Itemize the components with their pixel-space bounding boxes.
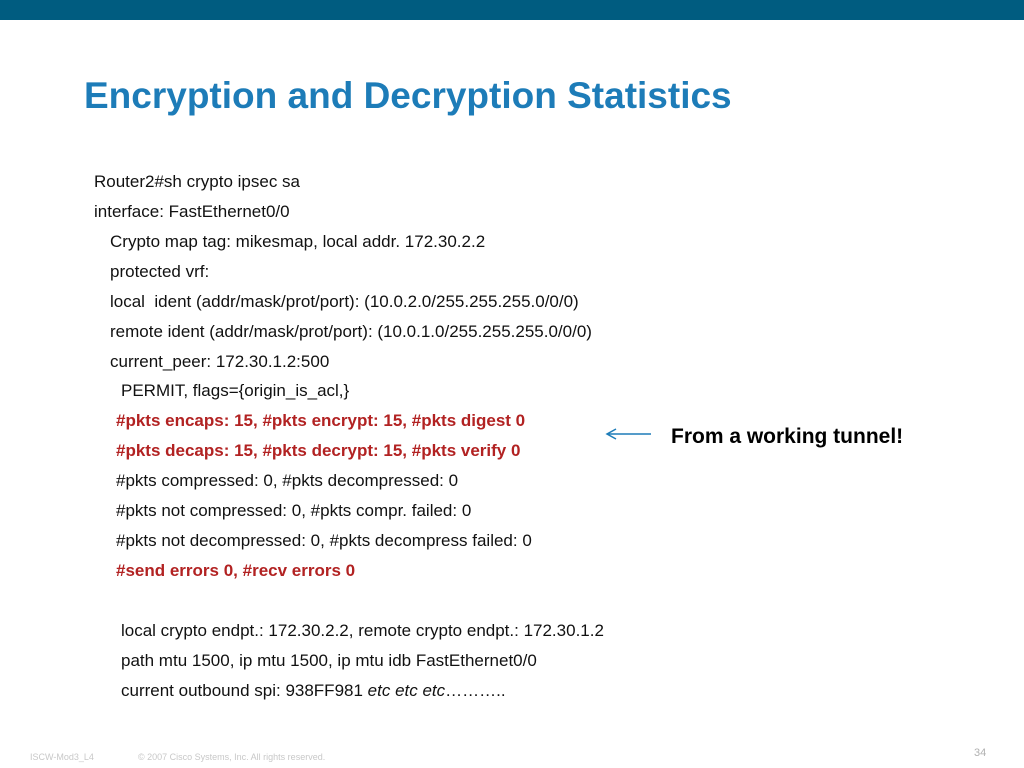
remote-ident-line: remote ident (addr/mask/prot/port): (10.0.1.0/255.255.255.0/0/0) (110, 322, 592, 341)
outbound-spi-text: current outbound spi: 938FF981 (121, 681, 368, 700)
ellipsis-text: ……….. (445, 681, 506, 700)
page-number: 34 (974, 747, 987, 759)
protected-vrf-line: protected vrf: (110, 262, 210, 281)
crypto-map-line: Crypto map tag: mikesmap, local addr. 172.30.2.2 (110, 232, 486, 251)
copyright-notice: © 2007 Cisco Systems, Inc. All rights reserved. (138, 752, 326, 762)
decaps-stats-line: #pkts decaps: 15, #pkts decrypt: 15, #pkts verify 0 (116, 441, 521, 460)
local-ident-line: local ident (addr/mask/prot/port): (10.0.2.0/255.255.255.0/0/0) (110, 292, 579, 311)
crypto-endpoints-line: local crypto endpt.: 172.30.2.2, remote crypto endpt.: 172.30.1.2 (121, 621, 604, 640)
slide-title: Encryption and Decryption Statistics (84, 75, 732, 116)
not-decompressed-stats-line: #pkts not decompressed: 0, #pkts decompress failed: 0 (116, 531, 532, 550)
left-arrow-icon (604, 427, 652, 441)
etc-text: etc etc etc (367, 681, 446, 700)
interface-line: interface: FastEthernet0/0 (94, 202, 290, 221)
errors-stats-line: #send errors 0, #recv errors 0 (116, 561, 356, 580)
callout-text: From a working tunnel! (671, 425, 904, 448)
encaps-stats-line: #pkts encaps: 15, #pkts encrypt: 15, #pkts digest 0 (116, 411, 526, 430)
current-peer-line: current_peer: 172.30.1.2:500 (110, 352, 330, 371)
path-mtu-line: path mtu 1500, ip mtu 1500, ip mtu idb FastEthernet0/0 (121, 651, 537, 670)
permit-flags-line: PERMIT, flags={origin_is_acl,} (121, 381, 350, 400)
compressed-stats-line: #pkts compressed: 0, #pkts decompressed: 0 (116, 471, 459, 490)
outbound-spi-line (121, 681, 506, 701)
not-compressed-stats-line: #pkts not compressed: 0, #pkts compr. failed: 0 (116, 501, 472, 520)
course-id: ISCW-Mod3_L4 (30, 752, 94, 762)
command-line: Router2#sh crypto ipsec sa (94, 172, 300, 191)
